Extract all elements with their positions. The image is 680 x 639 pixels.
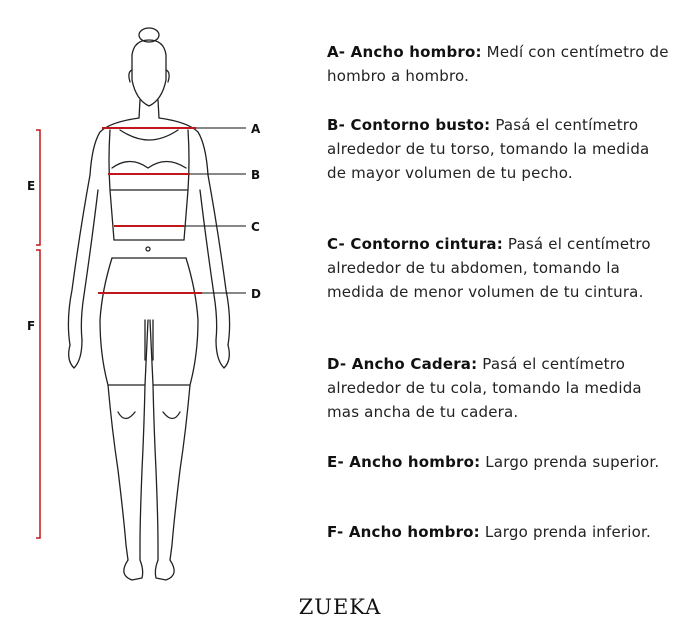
description-e	[327, 450, 672, 474]
description-b-title: B- Contorno busto:	[327, 116, 491, 134]
body-measurement-figure	[0, 0, 310, 590]
description-a	[327, 40, 672, 88]
description-c-title: C- Contorno cintura:	[327, 235, 503, 253]
leader-lines	[184, 128, 246, 293]
brand-logo: ZUEKA	[298, 595, 382, 619]
description-c-text: Pasá el centímetro alrededor de tu abdomen, tomando la medida de menor volumen de tu cintura.	[327, 235, 651, 301]
marker-c-label: C	[251, 220, 260, 234]
description-d-title: D- Ancho Cadera:	[327, 355, 478, 373]
description-b	[327, 113, 672, 185]
description-e-title: E- Ancho hombro:	[327, 453, 481, 471]
description-b-text: Pasá el centímetro alrededor de tu torso, tomando la medida de mayor volumen de tu pecho.	[327, 116, 650, 182]
description-e-text: Largo prenda superior.	[480, 453, 660, 471]
description-c	[327, 232, 672, 304]
description-a-text: Medí con centímetro de hombro a hombro.	[327, 43, 669, 85]
description-f-title: F- Ancho hombro:	[327, 523, 480, 541]
description-f	[327, 520, 672, 544]
bracket-e	[36, 130, 40, 245]
marker-f-label: F	[27, 319, 36, 333]
marker-d-label: D	[251, 287, 261, 301]
description-a-title: A- Ancho hombro:	[327, 43, 482, 61]
description-f-text: Largo prenda inferior.	[479, 523, 651, 541]
marker-a-label: A	[251, 122, 261, 136]
description-d-text: Pasá el centímetro alrededor de tu cola, tomando la medida mas ancha de tu cadera.	[327, 355, 642, 421]
body-outline	[68, 28, 229, 580]
marker-e-label: E	[27, 179, 36, 193]
bracket-f	[36, 250, 40, 538]
description-d	[327, 352, 672, 424]
marker-b-label: B	[251, 168, 261, 182]
length-brackets	[36, 130, 40, 538]
